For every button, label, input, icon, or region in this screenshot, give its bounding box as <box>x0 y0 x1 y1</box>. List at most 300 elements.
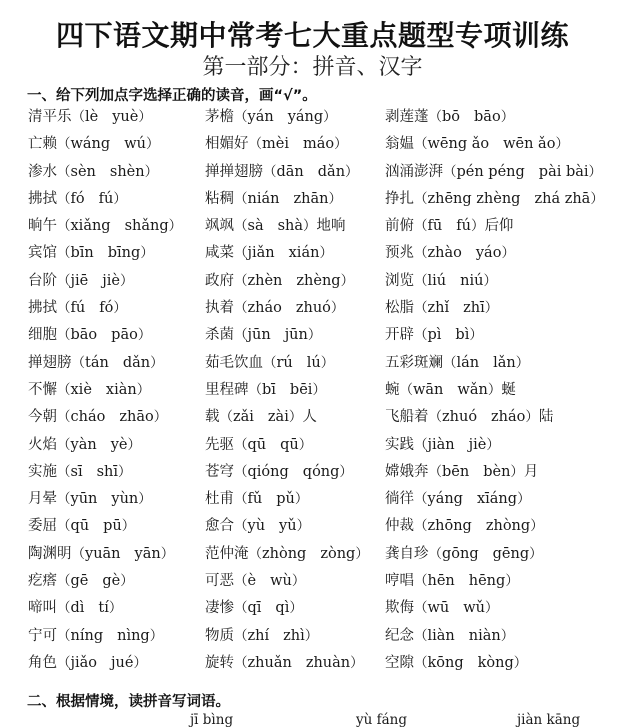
open-paren: （ <box>71 109 85 125</box>
question-word: 仲裁 <box>385 518 414 535</box>
pinyin-option-1[interactable]: wáng <box>70 136 111 153</box>
question-item <box>385 571 519 591</box>
open-paren: （ <box>234 600 248 617</box>
question-item <box>28 598 122 618</box>
open-paren: （ <box>57 491 71 508</box>
question-suffix: 后仰 <box>484 218 514 235</box>
pinyin-option-2[interactable]: fú <box>456 218 471 235</box>
open-paren: （ <box>428 545 442 562</box>
question-row <box>28 462 625 489</box>
question-suffix: 地响 <box>316 218 346 235</box>
open-paren: （ <box>234 218 248 235</box>
open-paren: （ <box>414 245 428 262</box>
pinyin-option-2[interactable]: bèn <box>483 463 511 480</box>
open-paren: （ <box>248 136 262 153</box>
open-paren: （ <box>414 327 428 344</box>
pinyin-option-1[interactable]: zhēng zhèng <box>427 190 521 207</box>
document-title: 四下语文期中常考七大重点题型专项训练 <box>55 19 569 52</box>
open-paren: （ <box>234 109 248 125</box>
pinyin-option-2[interactable]: hēng <box>468 573 506 590</box>
question-item <box>205 544 369 564</box>
open-paren: （ <box>443 163 457 180</box>
pinyin-option-1[interactable]: kōng <box>427 654 464 671</box>
pinyin-option-2[interactable]: zhān <box>293 190 329 207</box>
pinyin-option-1[interactable]: bō <box>442 109 461 125</box>
pinyin-option-2[interactable]: niàn <box>468 627 501 644</box>
pinyin-option-1[interactable]: sèn <box>70 163 96 180</box>
open-paren: （ <box>57 218 71 235</box>
pinyin-option-2[interactable]: jūn <box>284 327 308 344</box>
pinyin-option-2[interactable]: shèn <box>109 163 145 180</box>
close-paren: ） <box>484 300 499 317</box>
question-item <box>205 189 342 209</box>
pinyin-option-2[interactable]: zài <box>267 409 289 426</box>
question-item <box>28 489 152 509</box>
open-paren: （ <box>71 545 85 562</box>
question-item <box>385 216 513 236</box>
open-paren: （ <box>57 409 71 426</box>
open-paren: （ <box>57 654 71 671</box>
question-word: 挣扎 <box>385 190 414 207</box>
pinyin-option-2[interactable]: wù <box>270 573 292 590</box>
pinyin-option-1[interactable]: zháo <box>247 300 282 317</box>
close-paren: ） <box>312 381 326 398</box>
pinyin-option-1[interactable]: jiē <box>70 272 89 289</box>
question-item <box>205 162 359 182</box>
pinyin-option-2[interactable]: xián <box>288 245 320 262</box>
question-item <box>205 325 321 345</box>
question-item <box>205 516 310 536</box>
pinyin-option-2[interactable]: wēn ǎo <box>503 136 556 153</box>
close-paren: ） <box>296 518 311 535</box>
question-item <box>28 107 152 127</box>
pinyin-option-1[interactable]: bēn <box>442 463 470 480</box>
pinyin-option-1[interactable]: qióng <box>247 463 289 480</box>
open-paren: （ <box>414 218 428 235</box>
close-paren: ） <box>501 245 515 262</box>
pinyin-option-2[interactable]: yáng <box>287 109 324 125</box>
open-paren: （ <box>414 518 428 535</box>
open-paren: （ <box>414 654 428 671</box>
question-row <box>28 516 625 543</box>
question-word: 亡赖 <box>28 136 57 153</box>
pinyin-option-1[interactable]: wū <box>427 600 450 617</box>
close-paren: ） <box>304 627 319 644</box>
pinyin-option-1[interactable]: lè <box>85 109 99 125</box>
close-paren: ） <box>113 300 127 317</box>
close-paren: ） <box>144 163 159 180</box>
question-word: 相媚好 <box>205 136 249 153</box>
question-row <box>28 107 625 134</box>
pinyin-option-1[interactable]: nián <box>247 190 280 207</box>
question-word: 剥莲蓬 <box>385 109 429 125</box>
close-paren: ） <box>118 463 132 480</box>
question-word: 角色 <box>28 654 57 671</box>
question-word: 空隙 <box>385 654 414 671</box>
question-word: 汹涌澎湃 <box>385 163 443 180</box>
question-item <box>205 626 318 646</box>
question-word: 物质 <box>205 627 234 644</box>
pinyin-option-1[interactable]: zhào <box>427 245 462 262</box>
pinyin-option-2[interactable]: tí <box>98 600 109 617</box>
pinyin-option-2[interactable]: zhèng <box>296 272 341 289</box>
question-item <box>205 380 326 400</box>
question-word: 台阶 <box>28 272 57 289</box>
close-paren: ） <box>307 327 322 344</box>
question-item <box>28 571 134 591</box>
pinyin-option-1[interactable]: sī <box>70 463 83 480</box>
close-paren: ） <box>500 627 515 644</box>
pinyin-option-2[interactable]: fú <box>98 190 114 207</box>
pinyin-option-2[interactable]: jiè <box>468 436 487 453</box>
pinyin-option-2[interactable]: jué <box>111 654 134 671</box>
pinyin-option-2[interactable]: zhī <box>463 300 485 317</box>
pinyin-option-1[interactable]: qī <box>247 600 262 617</box>
pinyin-option-2[interactable]: qì <box>275 600 290 617</box>
question-item <box>385 407 553 427</box>
pinyin-option-1[interactable]: yūn <box>70 491 98 508</box>
pinyin-option-1[interactable]: bī <box>262 381 276 398</box>
close-paren: ） <box>168 218 183 235</box>
pinyin-option-1[interactable]: yáng <box>427 491 463 508</box>
question-item <box>385 134 569 154</box>
pinyin-option-1[interactable]: xiè <box>70 381 92 398</box>
pinyin-option-1[interactable]: mèi <box>262 136 289 153</box>
close-paren: ） <box>588 163 603 180</box>
pinyin-option-2[interactable]: bì <box>455 327 470 344</box>
close-paren: ） <box>513 654 528 671</box>
question-word: 载 <box>205 409 220 426</box>
section-1-heading: 一、给下列加点字选择正确的读音，画“√”。 <box>27 88 317 104</box>
question-item <box>385 298 498 318</box>
question-item <box>28 162 158 182</box>
pinyin-option-2[interactable]: zhòng <box>485 518 531 535</box>
pinyin-option-2[interactable]: yáo <box>475 245 502 262</box>
pinyin-option-1[interactable]: lán <box>456 354 480 371</box>
question-suffix: 蜒 <box>501 381 516 398</box>
pinyin-option-2[interactable]: niú <box>460 272 484 289</box>
close-paren: ） <box>485 600 499 617</box>
question-word: 清平乐 <box>28 109 72 125</box>
pinyin-option-1[interactable]: è <box>247 573 257 590</box>
pinyin-option-1[interactable]: sà <box>247 218 264 235</box>
question-word: 可恶 <box>205 573 234 590</box>
question-row <box>28 598 625 625</box>
pinyin-option-1[interactable]: zhòng <box>262 545 307 562</box>
open-paren: （ <box>414 300 428 317</box>
close-paren: ） <box>590 190 604 207</box>
question-word: 陶渊明 <box>28 545 72 562</box>
pinyin-option-1[interactable]: liú <box>427 272 447 289</box>
pinyin-option-1[interactable]: fó <box>70 190 85 207</box>
pinyin-option-2[interactable]: shī <box>96 463 119 480</box>
question-word: 范仲淹 <box>205 545 249 562</box>
pinyin-option-1[interactable]: dān <box>276 163 304 180</box>
close-paren: ） <box>127 436 141 453</box>
question-word: 龚自珍 <box>385 545 429 562</box>
close-paren: ） <box>153 409 168 426</box>
pinyin-option-2[interactable]: yuè <box>112 109 139 125</box>
question-word: 杜甫 <box>205 491 234 508</box>
question-word: 啼叫 <box>28 600 57 617</box>
pinyin-option-1[interactable]: wān <box>413 381 444 398</box>
pinyin-option-1[interactable]: níng <box>70 627 104 644</box>
question-word: 松脂 <box>385 300 414 317</box>
question-item <box>385 107 514 127</box>
close-paren: ） <box>120 573 134 590</box>
pinyin-option-1[interactable]: yàn <box>70 436 97 453</box>
question-item <box>385 626 514 646</box>
pinyin-option-1[interactable]: gē <box>70 573 89 590</box>
pinyin-option-1[interactable]: jiàn <box>427 436 455 453</box>
question-item <box>28 462 132 482</box>
open-paren: （ <box>428 463 442 480</box>
pinyin-option-1[interactable]: yù <box>247 518 266 535</box>
pinyin-option-1[interactable]: jiǎn <box>247 245 275 262</box>
question-word: 杀菌 <box>205 327 234 344</box>
close-paren: ） <box>145 136 160 153</box>
pinyin-option-1[interactable]: cháo <box>70 409 106 426</box>
pinyin-option-1[interactable]: zhuǎn <box>247 654 292 671</box>
open-paren: （ <box>428 109 442 125</box>
question-word: 政府 <box>205 272 234 289</box>
pinyin-option-2[interactable]: kòng <box>477 654 514 671</box>
close-paren: ） <box>517 491 531 508</box>
close-paren: ） <box>150 354 164 371</box>
close-paren: ） <box>288 409 303 426</box>
pinyin-option-1[interactable]: zhǐ <box>427 300 450 317</box>
question-item <box>205 653 364 673</box>
close-paren: ） <box>470 218 485 235</box>
question-word: 实践 <box>385 436 414 453</box>
open-paren: （ <box>234 518 248 535</box>
pinyin-option-1[interactable]: zhèn <box>247 272 283 289</box>
pinyin-option-1[interactable]: zhōng <box>427 518 472 535</box>
open-paren: （ <box>248 381 262 398</box>
close-paren: ） <box>350 654 364 671</box>
pinyin-option-1[interactable]: qū <box>70 518 90 535</box>
pinyin-option-1[interactable]: pén péng <box>456 163 525 180</box>
pinyin-option-2[interactable]: gè <box>102 573 121 590</box>
pinyin-option-2[interactable]: pāo <box>111 327 138 344</box>
question-item <box>385 353 529 373</box>
pinyin-option-2[interactable]: máo <box>302 136 335 153</box>
open-paren: （ <box>57 463 71 480</box>
pinyin-option-1[interactable]: pì <box>427 327 442 344</box>
close-paren: ） <box>339 463 353 480</box>
pinyin-option-1[interactable]: hēn <box>427 573 455 590</box>
pinyin-option-2[interactable]: bēi <box>289 381 313 398</box>
question-word: 徜徉 <box>385 491 414 508</box>
question-word: 咸菜 <box>205 245 234 262</box>
open-paren: （ <box>57 136 71 153</box>
close-paren: ） <box>289 600 303 617</box>
open-paren: （ <box>234 491 248 508</box>
close-paren: ） <box>469 327 483 344</box>
pinyin-option-1[interactable]: jiǎo <box>70 654 98 671</box>
pinyin-option-2[interactable]: wǔ <box>463 600 485 617</box>
open-paren: （ <box>248 545 262 562</box>
pinyin-option-2[interactable]: yè <box>110 436 128 453</box>
open-paren: （ <box>57 327 71 344</box>
open-paren: （ <box>414 436 428 453</box>
pinyin-option-2[interactable]: wǎn <box>457 381 488 398</box>
pinyin-option-1[interactable]: dì <box>70 600 85 617</box>
open-paren: （ <box>234 627 248 644</box>
close-paren: ） <box>355 545 369 562</box>
pinyin-option-2[interactable]: zòng <box>320 545 356 562</box>
question-item <box>28 353 164 373</box>
pinyin-option-1[interactable]: yuān <box>85 545 121 562</box>
question-row <box>28 243 625 270</box>
close-paren: ） <box>160 545 175 562</box>
question-row <box>28 353 625 380</box>
pinyin-option-1[interactable]: fǔ <box>247 491 263 508</box>
question-word: 飒飒 <box>205 218 234 235</box>
close-paren: ） <box>500 109 515 125</box>
question-word: 预兆 <box>385 245 414 262</box>
pinyin-option-2[interactable]: gēng <box>492 545 530 562</box>
pinyin-option-2[interactable]: yǔ <box>279 518 297 535</box>
pinyin-option-1[interactable]: bīn <box>70 245 94 262</box>
pinyin-option-1[interactable]: bāo <box>70 327 98 344</box>
pinyin-option-2[interactable]: qóng <box>302 463 340 480</box>
open-paren: （ <box>414 136 428 153</box>
pinyin-option-1[interactable]: zhí <box>247 627 270 644</box>
question-word: 翁媪 <box>385 136 414 153</box>
pinyin-option-2[interactable]: yùn <box>111 491 139 508</box>
question-row <box>28 189 625 216</box>
open-paren: （ <box>414 573 428 590</box>
pinyin-option-2[interactable]: nìng <box>117 627 150 644</box>
close-paren: ） <box>113 190 127 207</box>
pinyin-option-1[interactable]: yán <box>247 109 274 125</box>
pinyin-option-2[interactable]: bīng <box>107 245 141 262</box>
pinyin-option-2[interactable]: zhá zhā <box>534 190 591 207</box>
pinyin-option-1[interactable]: fū <box>427 218 443 235</box>
pinyin-option-2[interactable]: zhì <box>283 627 305 644</box>
open-paren: （ <box>234 436 248 453</box>
pinyin-option-1[interactable]: liàn <box>427 627 455 644</box>
pinyin-option-2[interactable]: fó <box>99 300 114 317</box>
close-paren: ） <box>510 463 524 480</box>
pinyin-option-2[interactable]: dǎn <box>317 163 346 180</box>
pinyin-option-2[interactable]: lǎn <box>493 354 516 371</box>
question-row <box>28 407 625 434</box>
question-word: 执着 <box>205 300 234 317</box>
question-item <box>385 516 544 536</box>
pinyin-option-2[interactable]: bāo <box>474 109 501 125</box>
question-item <box>28 271 133 291</box>
question-word: 欺侮 <box>385 600 414 617</box>
pinyin-option-1[interactable]: jūn <box>247 327 271 344</box>
pinyin-option-2[interactable]: zhuàn <box>305 654 351 671</box>
question-row <box>28 216 625 243</box>
pinyin-choice-grid <box>28 107 625 680</box>
pinyin-option-2[interactable]: wú <box>124 136 146 153</box>
pinyin-option-1[interactable]: xiǎng <box>70 218 111 235</box>
close-paren: ） <box>294 491 309 508</box>
pinyin-option-2[interactable]: yān <box>134 545 161 562</box>
question-word: 火焰 <box>28 436 57 453</box>
open-paren: （ <box>234 245 248 262</box>
open-paren: （ <box>71 354 85 371</box>
pinyin-option-2[interactable]: zhuó <box>295 300 331 317</box>
question-item <box>28 134 159 154</box>
pinyin-option-2[interactable]: pū <box>103 518 122 535</box>
pinyin-option-2[interactable]: qū <box>280 436 299 453</box>
question-item <box>385 380 516 400</box>
pinyin-option-1[interactable]: zǎi <box>233 409 254 426</box>
pinyin-option-2[interactable]: xiàn <box>105 381 137 398</box>
question-word: 掸翅膀 <box>28 354 72 371</box>
pinyin-option-1[interactable]: gōng <box>442 545 479 562</box>
open-paren: （ <box>234 272 248 289</box>
question-item <box>205 407 317 427</box>
pinyin-option-2[interactable]: pǔ <box>276 491 295 508</box>
pinyin-option-1[interactable]: qū <box>247 436 267 453</box>
pinyin-option-1[interactable]: fú <box>70 300 86 317</box>
question-item <box>205 489 308 509</box>
open-paren: （ <box>57 627 71 644</box>
question-word: 晌午 <box>28 218 57 235</box>
question-item <box>385 598 499 618</box>
question-item <box>205 598 303 618</box>
question-row <box>28 380 625 407</box>
question-word: 粘稠 <box>205 190 234 207</box>
pinyin-option-1[interactable]: wēng ǎo <box>427 136 490 153</box>
pinyin-option-2[interactable]: shà <box>277 218 304 235</box>
question-row <box>28 162 625 189</box>
pinyin-option-1[interactable]: rú <box>276 354 293 371</box>
close-paren: ） <box>138 491 152 508</box>
open-paren: （ <box>234 300 248 317</box>
question-word: 委屈 <box>28 518 57 535</box>
open-paren: （ <box>399 381 413 398</box>
close-paren: ） <box>137 327 152 344</box>
question-item <box>205 216 346 236</box>
pinyin-option-2[interactable]: pài bài <box>538 163 589 180</box>
question-item <box>28 407 167 427</box>
question-word: 哼唱 <box>385 573 414 590</box>
pinyin-option-1[interactable]: tán <box>85 354 109 371</box>
question-row <box>28 653 625 680</box>
pinyin-option-2[interactable]: lú <box>306 354 321 371</box>
question-item <box>28 516 135 536</box>
close-paren: ） <box>108 600 123 617</box>
pinyin-option-2[interactable]: zháo <box>491 409 526 426</box>
open-paren: （ <box>414 627 428 644</box>
close-paren: ） <box>529 545 543 562</box>
close-paren: ） <box>149 627 164 644</box>
question-item <box>385 462 538 482</box>
pinyin-option-2[interactable]: shǎng <box>124 218 169 235</box>
question-item <box>28 626 163 646</box>
open-paren: （ <box>234 327 248 344</box>
question-word: 凄惨 <box>205 600 234 617</box>
close-paren: ） <box>328 190 342 207</box>
question-row <box>28 271 625 298</box>
question-item <box>385 435 500 455</box>
pinyin-option-1[interactable]: zhuó <box>442 409 478 426</box>
close-paren: ） <box>291 573 306 590</box>
close-paren: ） <box>487 381 502 398</box>
pinyin-option-2[interactable]: dǎn <box>122 354 151 371</box>
pinyin-option-2[interactable]: jiè <box>102 272 120 289</box>
pinyin-option-2[interactable]: xīáng <box>476 491 518 508</box>
question-word: 里程碑 <box>205 381 249 398</box>
pinyin-option-2[interactable]: zhāo <box>119 409 154 426</box>
